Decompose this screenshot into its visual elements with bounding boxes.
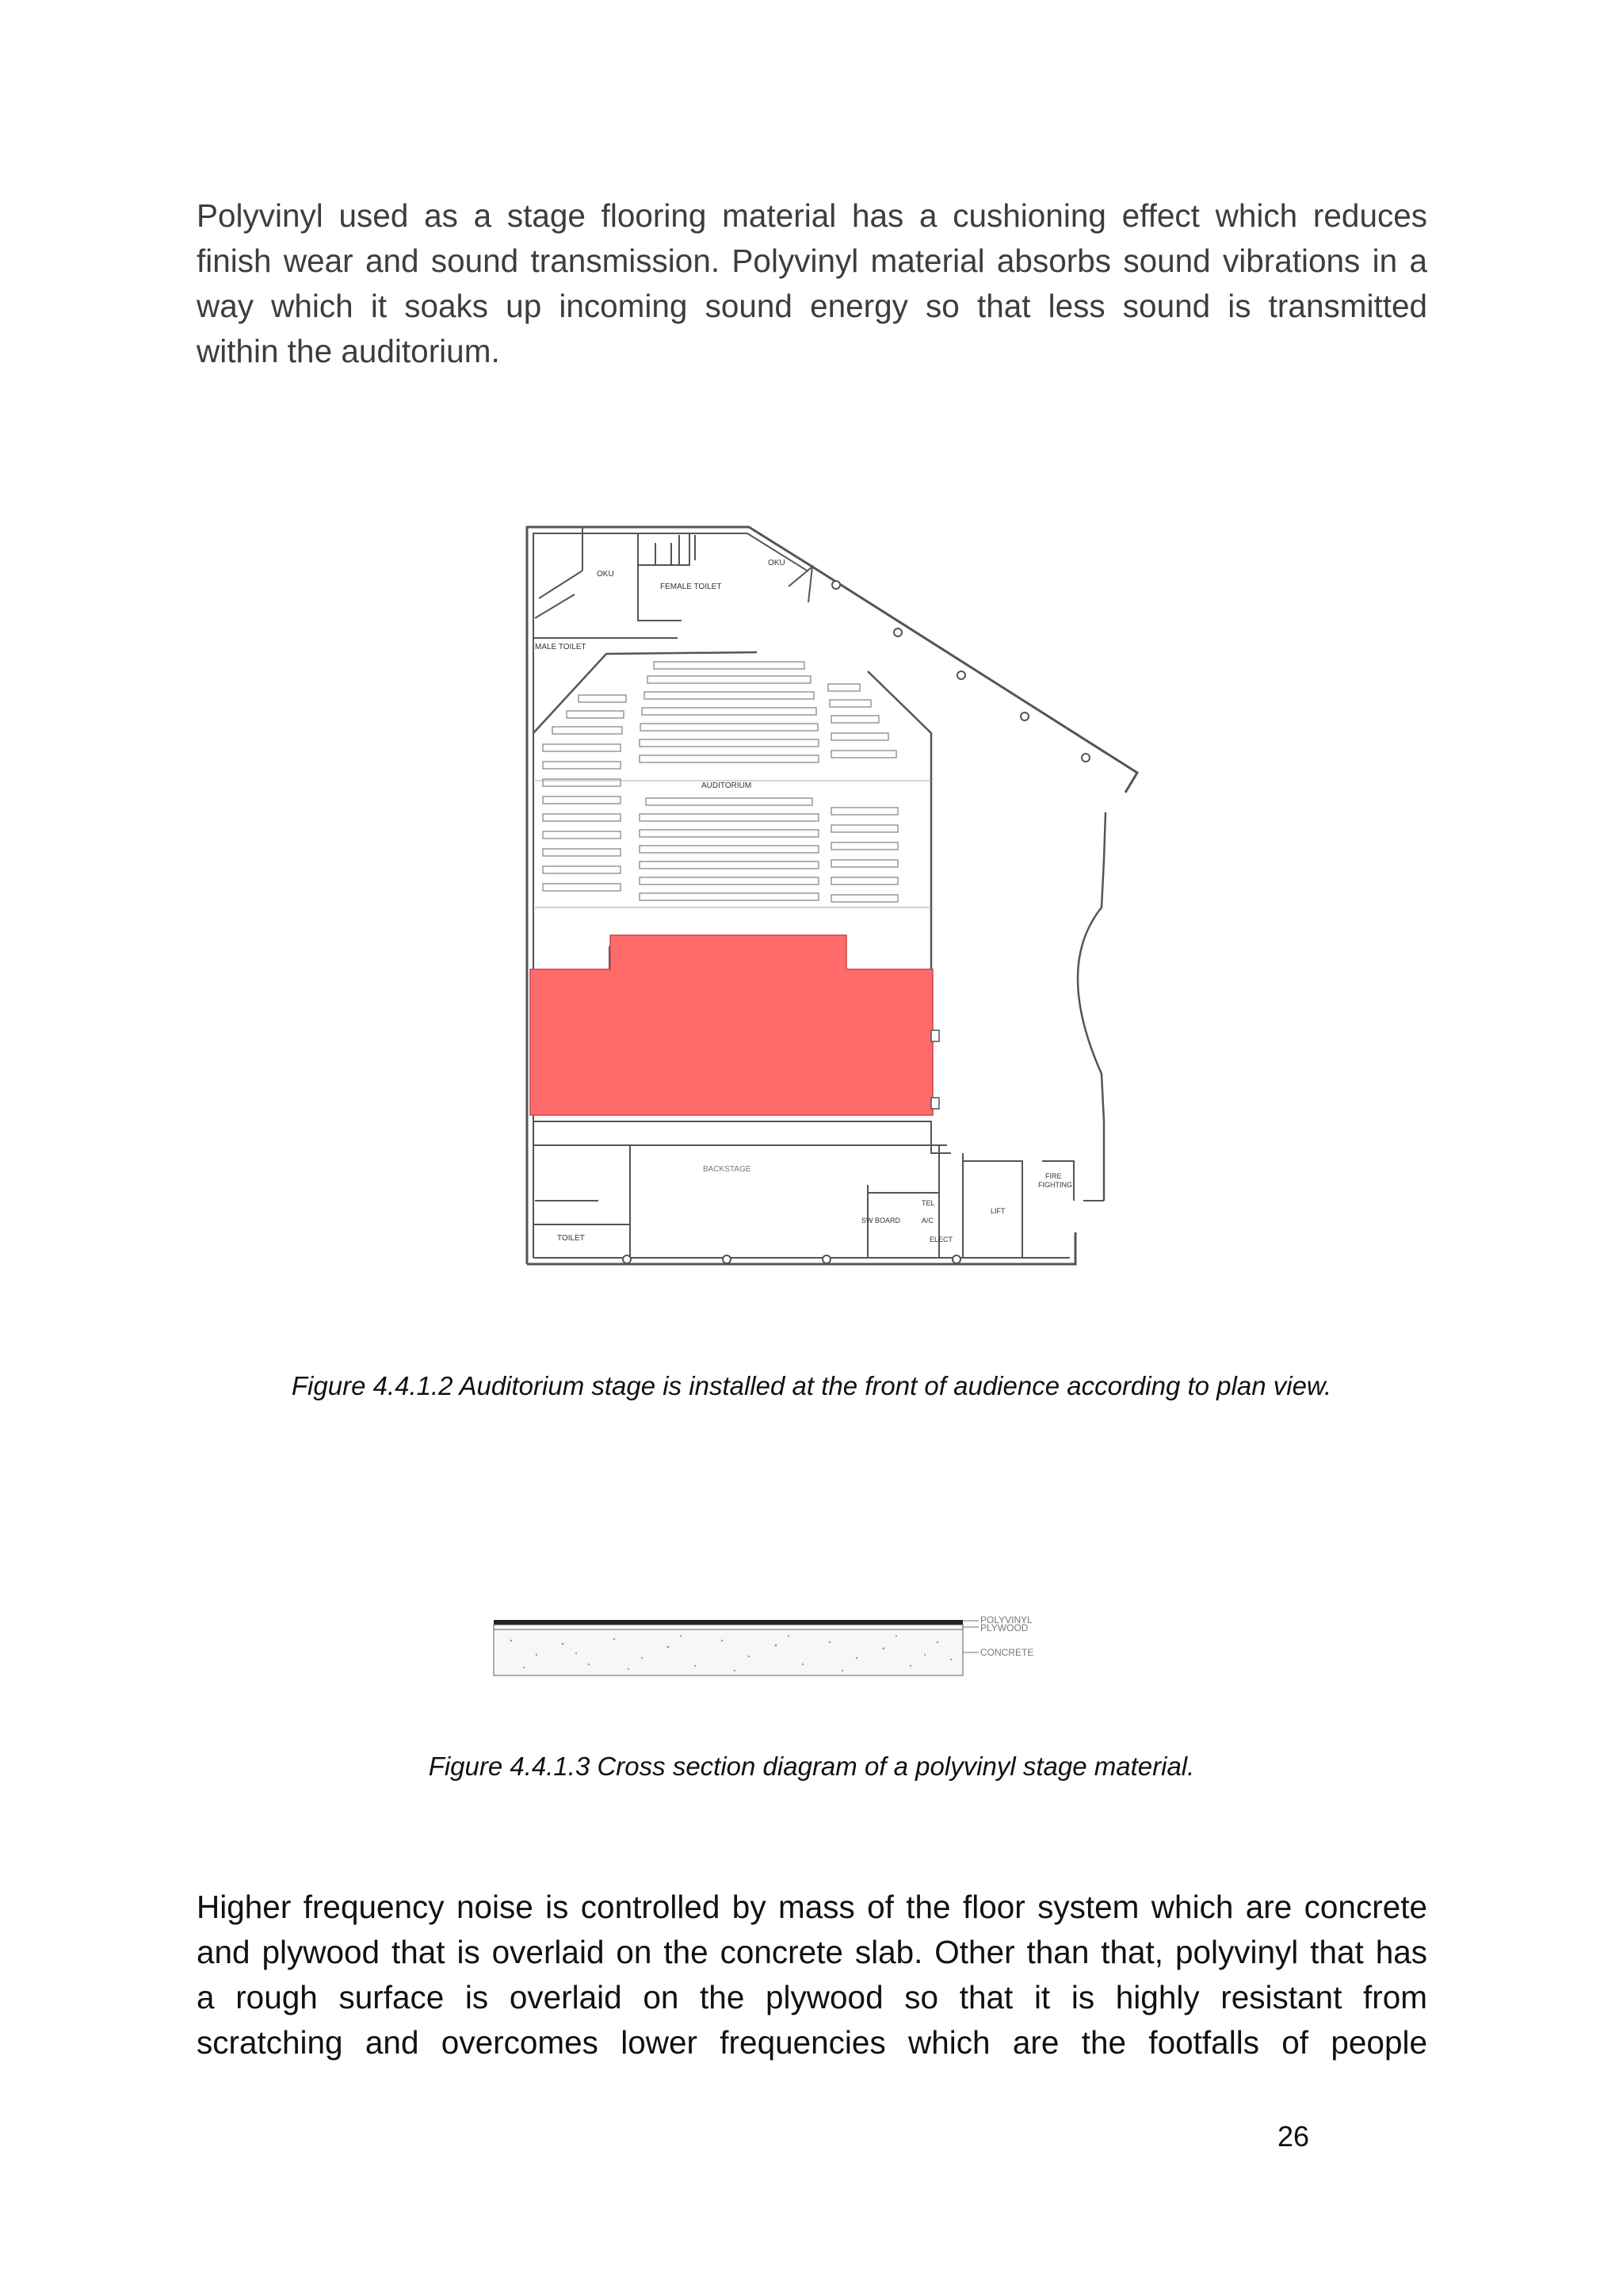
label-plywood: PLYWOOD: [980, 1622, 1029, 1633]
cross-section-diagram: [487, 1609, 1090, 1680]
label-oku-right: OKU: [768, 559, 785, 567]
outro-line-4: scratching and overcomes lower frequencies which are the footfalls of people: [197, 2024, 1427, 2061]
label-female-toilet: FEMALE TOILET: [660, 583, 722, 591]
intro-paragraph: [197, 193, 1427, 374]
label-toilet: TOILET: [557, 1234, 585, 1243]
label-polyvinyl: POLYVINYL: [980, 1614, 1033, 1626]
label-auditorium: AUDITORIUM: [701, 781, 752, 790]
label-sw-board: SW BOARD: [861, 1217, 901, 1224]
label-tel: TEL: [922, 1199, 935, 1207]
page-number: 26: [1277, 2120, 1310, 2153]
label-lift: LIFT: [991, 1207, 1006, 1215]
figure-caption-1: Figure 4.4.1.2 Auditorium stage is installed at the front of audience according to plan view.: [291, 1371, 1332, 1400]
outro-line-2: and plywood that is overlaid on the concrete slab. Other than that, polyvinyl that has: [197, 1934, 1427, 1970]
intro-line-1: Polyvinyl used as a stage flooring material has a cushioning effect which reduces: [197, 197, 1427, 234]
outro-line-3: a rough surface is overlaid on the plywood so that it is highly resistant from: [197, 1979, 1427, 2015]
stage-highlight: [530, 935, 933, 1115]
intro-line-3: way which it soaks up incoming sound energy so that less sound is transmitted: [197, 288, 1427, 324]
figure-caption-2: Figure 4.4.1.3 Cross section diagram of a polyvinyl stage material.: [428, 1752, 1195, 1781]
label-oku-left: OKU: [597, 570, 614, 579]
outro-line-1: Higher frequency noise is controlled by mass of the floor system which are concrete: [197, 1889, 1427, 1925]
label-male-toilet: MALE TOILET: [535, 643, 586, 651]
label-backstage: BACKSTAGE: [703, 1165, 751, 1174]
label-ahu: A/C: [922, 1217, 934, 1224]
auditorium-floor-plan: [519, 519, 1149, 1272]
intro-line-2: finish wear and sound transmission. Polyvinyl material absorbs sound vibrations in a: [197, 243, 1427, 279]
label-fire-1: FIRE: [1045, 1172, 1062, 1180]
label-concrete: CONCRETE: [980, 1647, 1034, 1658]
label-elect: ELECT: [930, 1236, 953, 1244]
intro-line-4: within the auditorium.: [197, 333, 500, 369]
label-fire-2: FIGHTING: [1038, 1181, 1072, 1189]
outro-paragraph: [197, 1885, 1427, 2065]
